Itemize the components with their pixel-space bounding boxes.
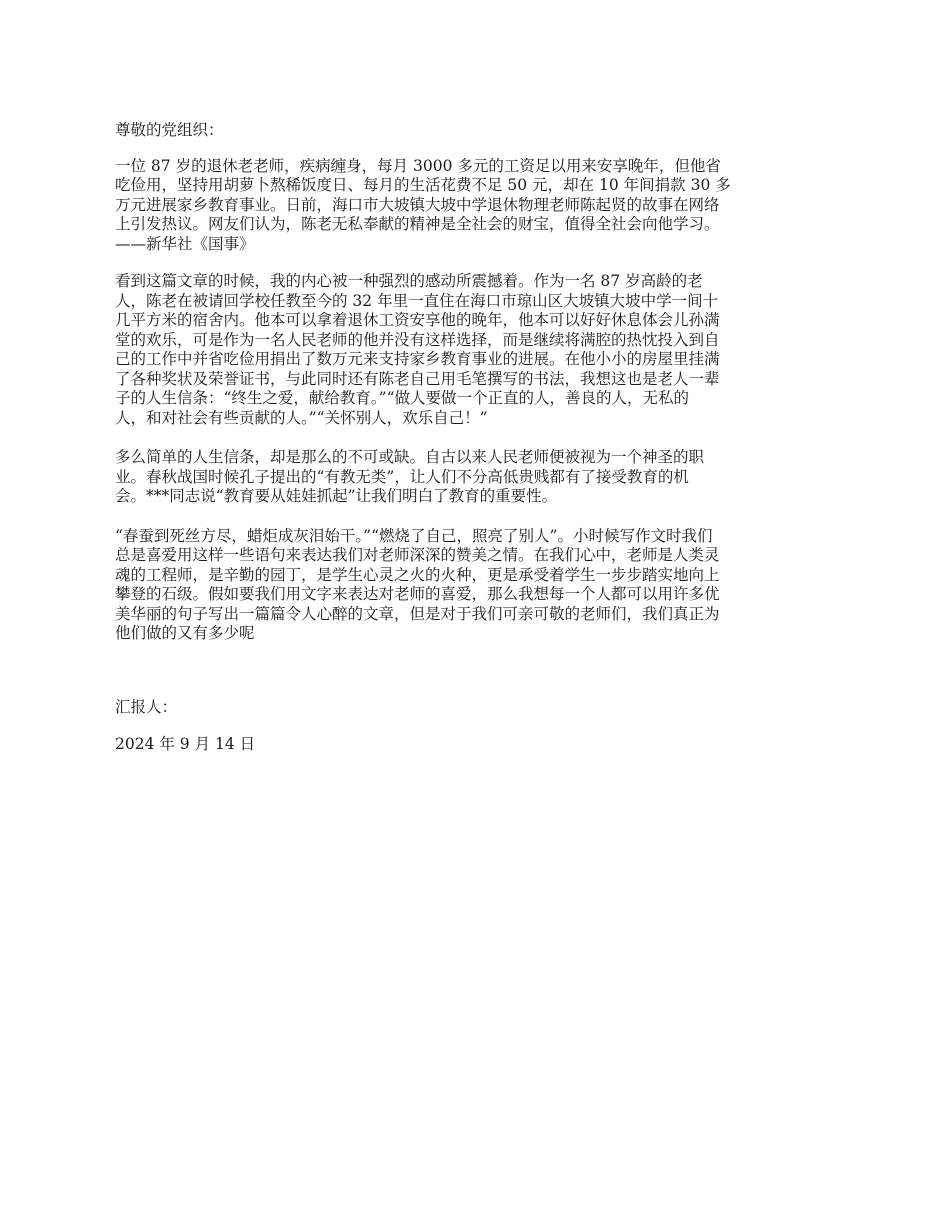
reporter-label: 汇报人： bbox=[115, 697, 178, 716]
paragraph-teachers: “春蚕到死丝方尽，蜡炬成灰泪始干。”“燃烧了自己，照亮了别人”。小时候写作文时我们 总是喜爱用这样一些语句来表达我们对老师深深的赞美之情。在我们心中，老师是人类灵 魂的工程师，是辛勤的园丁，是学生心灵之火的火种，更是承受着学生一步步踏实地向上 攀登的石级。假如要我们用文字来表达对老师的喜爱，那么我想每一个人都可以用许多优 美华丽的句子写出一篇篇令人心醉的文章，但是对于我们可亲可敬的老师们，我们真正为 他们做的又有多少呢 bbox=[115, 526, 720, 642]
paragraph-creed: 多么简单的人生信条，却是那么的不可或缺。自古以来人民老师便被视为一个神圣的职 业。春秋战国时候孔子提出的“有教无类”，让人们不分高低贵贱都有了接受教育的机 会。***同志说“教育要从娃娃抓起”让我们明白了教育的重要性。 bbox=[115, 448, 705, 505]
document-page bbox=[115, 121, 870, 755]
report-date: 2024 年 9 月 14 日 bbox=[115, 735, 256, 753]
paragraph-reflection: 看到这篇文章的时候，我的内心被一种强烈的感动所震撼着。作为一名 87 岁高龄的老 人，陈老在被请回学校任教至今的 32 年里一直住在海口市琼山区大坡镇大坡中学一间十 几平方米的宿舍内。他本可以拿着退休工资安享他的晚年，他本可以好好休息体会儿孙满 堂的欢乐，可是作为一名人民老师的他并没有这样选择，而是继续将满腔的热忱投入到自 己的工作中并省吃俭用捐出了数万元来支持家乡教育事业的进展。在他小小的房屋里挂满 了各种奖状及荣誉证书，与此同时还有陈老自己用毛笔撰写的书法，我想这也是老人一辈 子的人生信条：“终生之爱，献给教育。”“做人要做一个正直的人，善良的人，无私的 人，和对社会有些贡献的人。”“关怀别人，欢乐自己！” bbox=[115, 272, 720, 427]
greeting: 尊敬的党组织： bbox=[115, 121, 224, 139]
paragraph-quote: 一位 87 岁的退休老老师，疾病缠身，每月 3000 多元的工资足以用来安享晚年，但他省 吃俭用，坚持用胡萝卜熬稀饭度日、每月的生活花费不足 50 元，却在 10 年间捐款 30 多 万元进展家乡教育事业。日前，海口市大坡镇大坡中学退休物理老师陈起贤的故事在网络 上引发热议。网友们认为，陈老无私奉献的精神是全社会的财宝，值得全社会向他学习。 ——新华社《国事》 bbox=[115, 156, 731, 253]
